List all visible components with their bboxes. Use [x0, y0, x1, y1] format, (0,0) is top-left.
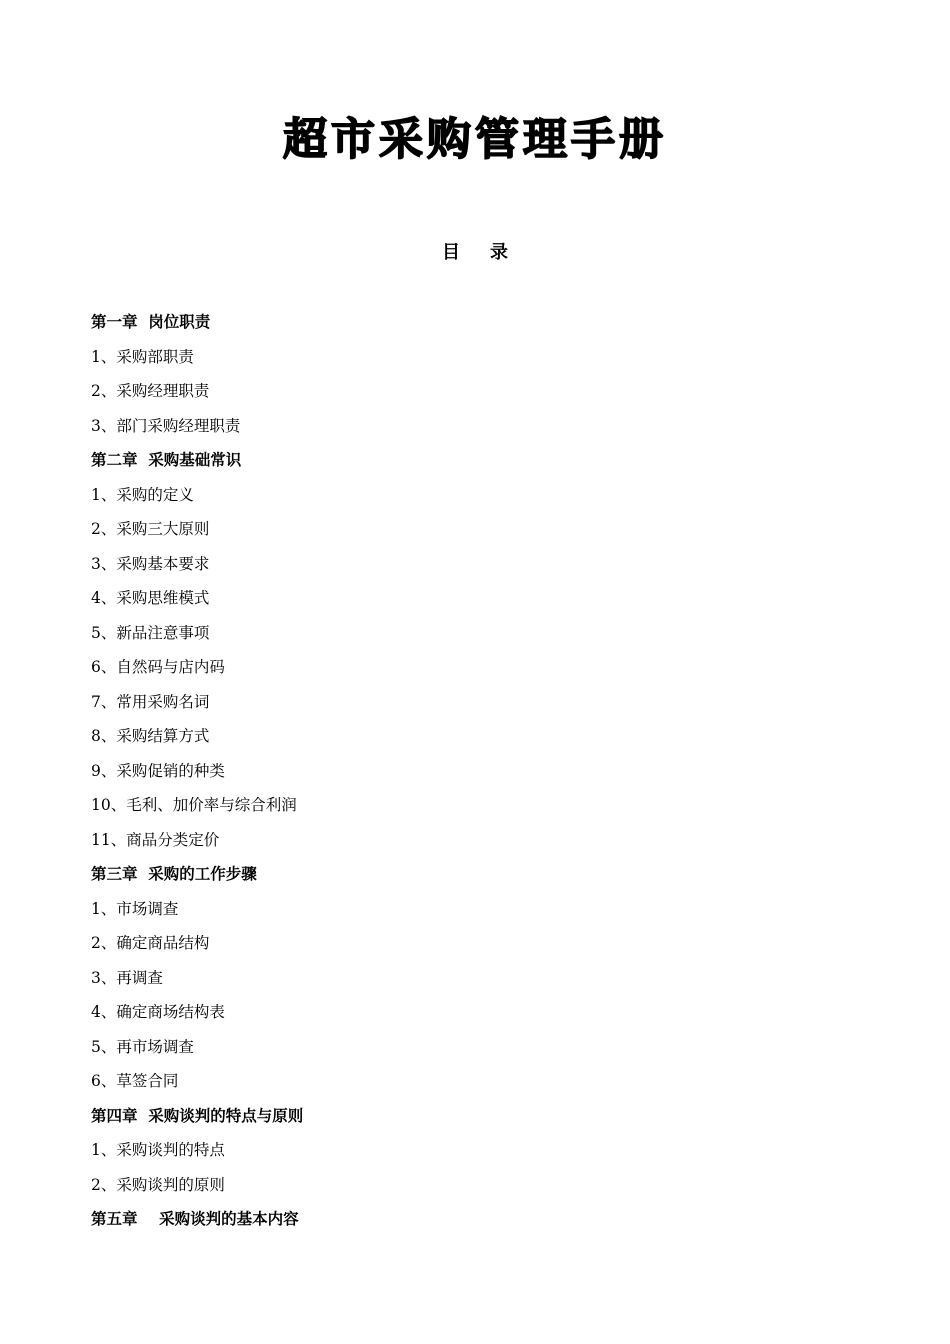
- toc-section-item: 1、采购的定义: [91, 485, 194, 504]
- toc-chapter-heading: 第二章 采购基础常识: [91, 451, 242, 469]
- toc-chapter-heading: 第一章 岗位职责: [91, 313, 211, 331]
- toc-section-item: 7、常用采购名词: [91, 692, 210, 711]
- toc-section-item: 1、采购部职责: [91, 347, 194, 366]
- toc-section-item: 6、草签合同: [91, 1072, 179, 1090]
- toc-section-item: 4、采购思维模式: [91, 589, 210, 607]
- document-title: 超市采购管理手册: [283, 114, 667, 165]
- toc-section-item: 8、采购结算方式: [91, 727, 210, 745]
- table-of-contents: [91, 305, 871, 1237]
- toc-section-item: 1、市场调查: [91, 899, 179, 918]
- toc-section-item: 5、新品注意事项: [91, 623, 210, 642]
- toc-chapter-heading: 第四章 采购谈判的特点与原则: [91, 1106, 304, 1125]
- toc-section-item: 2、采购三大原则: [91, 520, 210, 538]
- toc-section-item: 3、采购基本要求: [91, 554, 210, 573]
- toc-section-item: 6、自然码与店内码: [91, 658, 225, 676]
- toc-section-item: 2、确定商品结构: [91, 934, 210, 952]
- toc-chapter-heading: 第五章 采购谈判的基本内容: [91, 1210, 299, 1228]
- toc-section-item: 5、再市场调查: [91, 1037, 194, 1056]
- toc-chapter-heading: 第三章 采购的工作步骤: [91, 865, 257, 883]
- toc-section-item: 2、采购经理职责: [91, 382, 210, 400]
- toc-section-item: 9、采购促销的种类: [91, 761, 225, 780]
- toc-section-item: 3、再调查: [91, 968, 163, 987]
- toc-section-item: 3、部门采购经理职责: [91, 416, 241, 435]
- toc-section-item: 1、采购谈判的特点: [91, 1141, 225, 1159]
- toc-section-item: 11、商品分类定价: [91, 830, 220, 849]
- toc-section-item: 2、采购谈判的原则: [91, 1175, 225, 1194]
- toc-section-item: 10、毛利、加价率与综合利润: [91, 796, 297, 814]
- toc-heading: 目录: [442, 242, 538, 263]
- toc-section-item: 4、确定商场结构表: [91, 1003, 225, 1021]
